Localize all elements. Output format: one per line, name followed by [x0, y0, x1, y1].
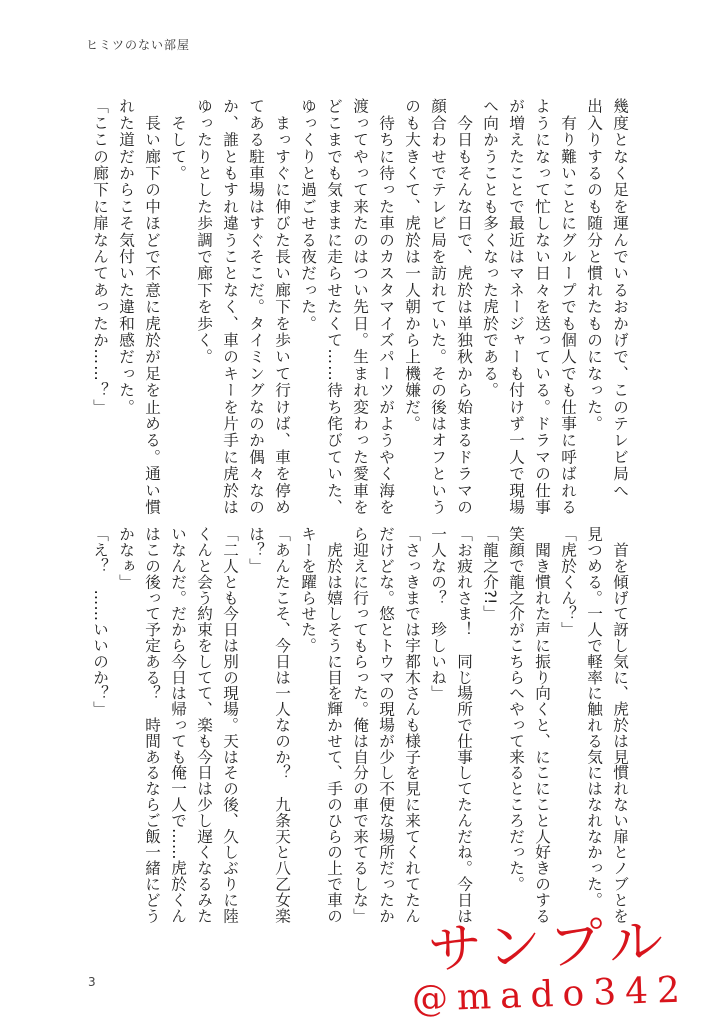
text-column: 今日もそんな日で、虎於は単独秋から始まるドラマの: [455, 98, 473, 516]
text-column: ゆったりとした歩調で廊下を歩く。: [195, 98, 213, 366]
text-column: 「さっきまでは宇都木さんも様子を見に来てくれてたん: [403, 526, 421, 924]
text-column: どこまでも気ままに走らせたくて……待ち侘びていた、: [325, 98, 343, 516]
text-column: だけどな。悠とトウマの現場が少し不便な場所だったか: [377, 526, 395, 924]
text-column: まっすぐに伸びた長い廊下を歩いて行けば、車を停め: [273, 98, 291, 516]
text-column: れた道だからこそ気付いた違和感だった。: [117, 98, 135, 416]
text-column: くんと会う約束をしてて、楽も今日は少し遅くなるみた: [195, 526, 213, 924]
text-column: ら迎えに行ってもらった。俺は自分の車で来てるしな」: [351, 526, 369, 924]
text-column: 「お疲れさま！ 同じ場所で仕事してたんだね。今日は: [455, 526, 473, 924]
text-column: 一人なの？ 珍しいね」: [429, 526, 447, 701]
text-column: 首を傾げて訝し気に、虎於は見慣れない扉とノブとを: [611, 526, 629, 924]
text-column: てある駐車場はすぐそこだ。タイミングなのか偶々なの: [247, 98, 265, 516]
text-column: 「え？ ……いいのか？」: [91, 526, 109, 717]
running-header-title: ヒミツのない部屋: [86, 38, 191, 52]
text-column: かなぁ」: [117, 526, 135, 590]
text-column: 聞き慣れた声に振り向くと、にこにこと人好きのする: [533, 526, 551, 924]
text-column: へ向かうことも多くなった虎於である。: [481, 98, 499, 399]
text-column: 虎於は嬉しそうに目を輝かせて、手のひらの上で車の: [325, 526, 343, 924]
text-column: 顔合わせでテレビ局を訪れていた。その後はオフという: [429, 98, 447, 516]
text-column: 「ここの廊下に扉なんてあったか……？」: [91, 98, 109, 416]
text-column: 長い廊下の中ほどで不意に虎於が足を止める。通い慣: [143, 98, 161, 516]
text-column: いなんだ。だから今日は帰っても俺一人で……虎於くん: [169, 526, 187, 924]
text-column: 有り難いことにグループでも個人でも仕事に呼ばれる: [559, 98, 577, 516]
page-number: 3: [88, 975, 96, 989]
text-column: 「虎於くん？」: [559, 526, 577, 638]
text-column: 「龍之介?!」: [481, 526, 499, 621]
text-column: 「あんたこそ、今日は一人なのか？ 九条天と八乙女楽: [273, 526, 291, 924]
text-column: はこの後って予定ある？ 時間あるならご飯一緒にどう: [143, 526, 161, 924]
text-column: が増えたことで最近はマネージャーも付けず一人で現場: [507, 98, 525, 516]
text-column: キーを躍らせた。: [299, 526, 317, 654]
text-column: 渡ってやって来たのはつい先日。生まれ変わった愛車を: [351, 98, 369, 516]
text-column: 幾度となく足を運んでいるおかげで、このテレビ局へ: [611, 98, 629, 499]
author-handle-watermark: @mado342: [411, 969, 690, 1020]
text-column: か、誰ともすれ違うことなく、車のキーを片手に虎於は: [221, 98, 239, 516]
text-column: は？」: [247, 526, 265, 574]
text-column: 笑顔で龍之介がこちらへやって来るところだった。: [507, 526, 525, 892]
text-block-bottom: [87, 526, 633, 924]
text-column: 待ちに待った車のカスタマイズパーツがようやく海を: [377, 98, 395, 516]
text-column: ゆっくりと過ごせる夜だった。: [299, 98, 317, 332]
text-block-top: [87, 98, 633, 516]
text-column: ようになって忙しない日々を送っている。ドラマの仕事: [533, 98, 551, 516]
sample-watermark: サンプル: [426, 909, 673, 981]
text-column: 「二人とも今日は別の現場。天はその後、久しぶりに陸: [221, 526, 239, 924]
text-column: 見つめる。一人で軽率に触れる気にはなれなかった。: [585, 526, 603, 908]
text-column: そして。: [169, 98, 187, 182]
text-column: のも大きくて、虎於は一人朝から上機嫌だ。: [403, 98, 421, 432]
text-column: 出入りするのも随分と慣れたものになった。: [585, 98, 603, 432]
